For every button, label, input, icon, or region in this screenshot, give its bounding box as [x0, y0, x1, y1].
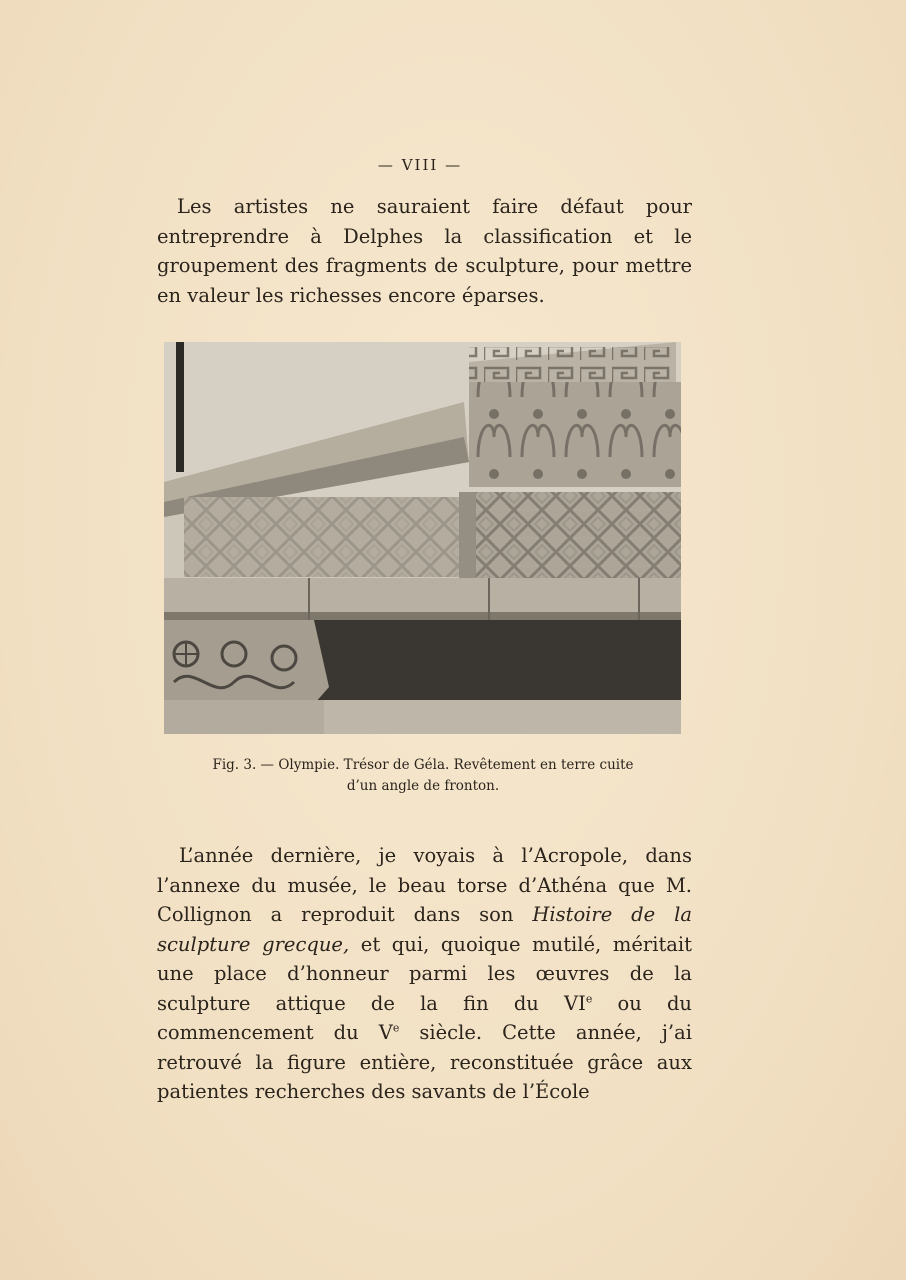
paragraph-athena [157, 841, 692, 1107]
paragraph-intro: Les artistes ne sauraient faire défaut pour entreprendre à Delphes la classification et le groupement des fragments de sculpture, pour mettre en valeur les richesses encore éparses. [157, 195, 692, 307]
century-numeral-v: V [378, 1021, 393, 1044]
paragraph-athena-part3: ou du commencement du [157, 991, 692, 1044]
century-superscript-v: e [392, 1021, 400, 1035]
paragraph-athena-part1: L’année dernière, je voyais à l’Acropole, dans l’annexe du musée, le beau torse d’Athéna que M. Collignon a reproduit dans son [157, 844, 692, 926]
figure-caption-line1: Fig. 3. — Olympie. Trésor de Géla. Revêtement en terre cuite [212, 757, 634, 773]
book-title: Histoire de la sculpture grecque, [157, 903, 692, 956]
terracotta-revetment-photo [164, 342, 681, 734]
paragraph-athena-part4: siècle. Cette année, j’ai retrouvé la figure entière, reconstituée grâce aux patientes recherches des savants de l’École [157, 1021, 692, 1103]
century-numeral-vi: VI [564, 991, 586, 1015]
paragraph-athena-part2: et qui, quoique mutilé, méritait une place d’honneur parmi les œuvres de la sculpture attique de la fin du [157, 932, 692, 1015]
page-number: — VIII — [377, 156, 463, 174]
figure-caption-line2: d’un angle de fronton. [346, 778, 500, 794]
figure-photograph [164, 342, 681, 734]
century-superscript-vi: e [585, 992, 593, 1005]
figure-caption [0, 755, 840, 797]
